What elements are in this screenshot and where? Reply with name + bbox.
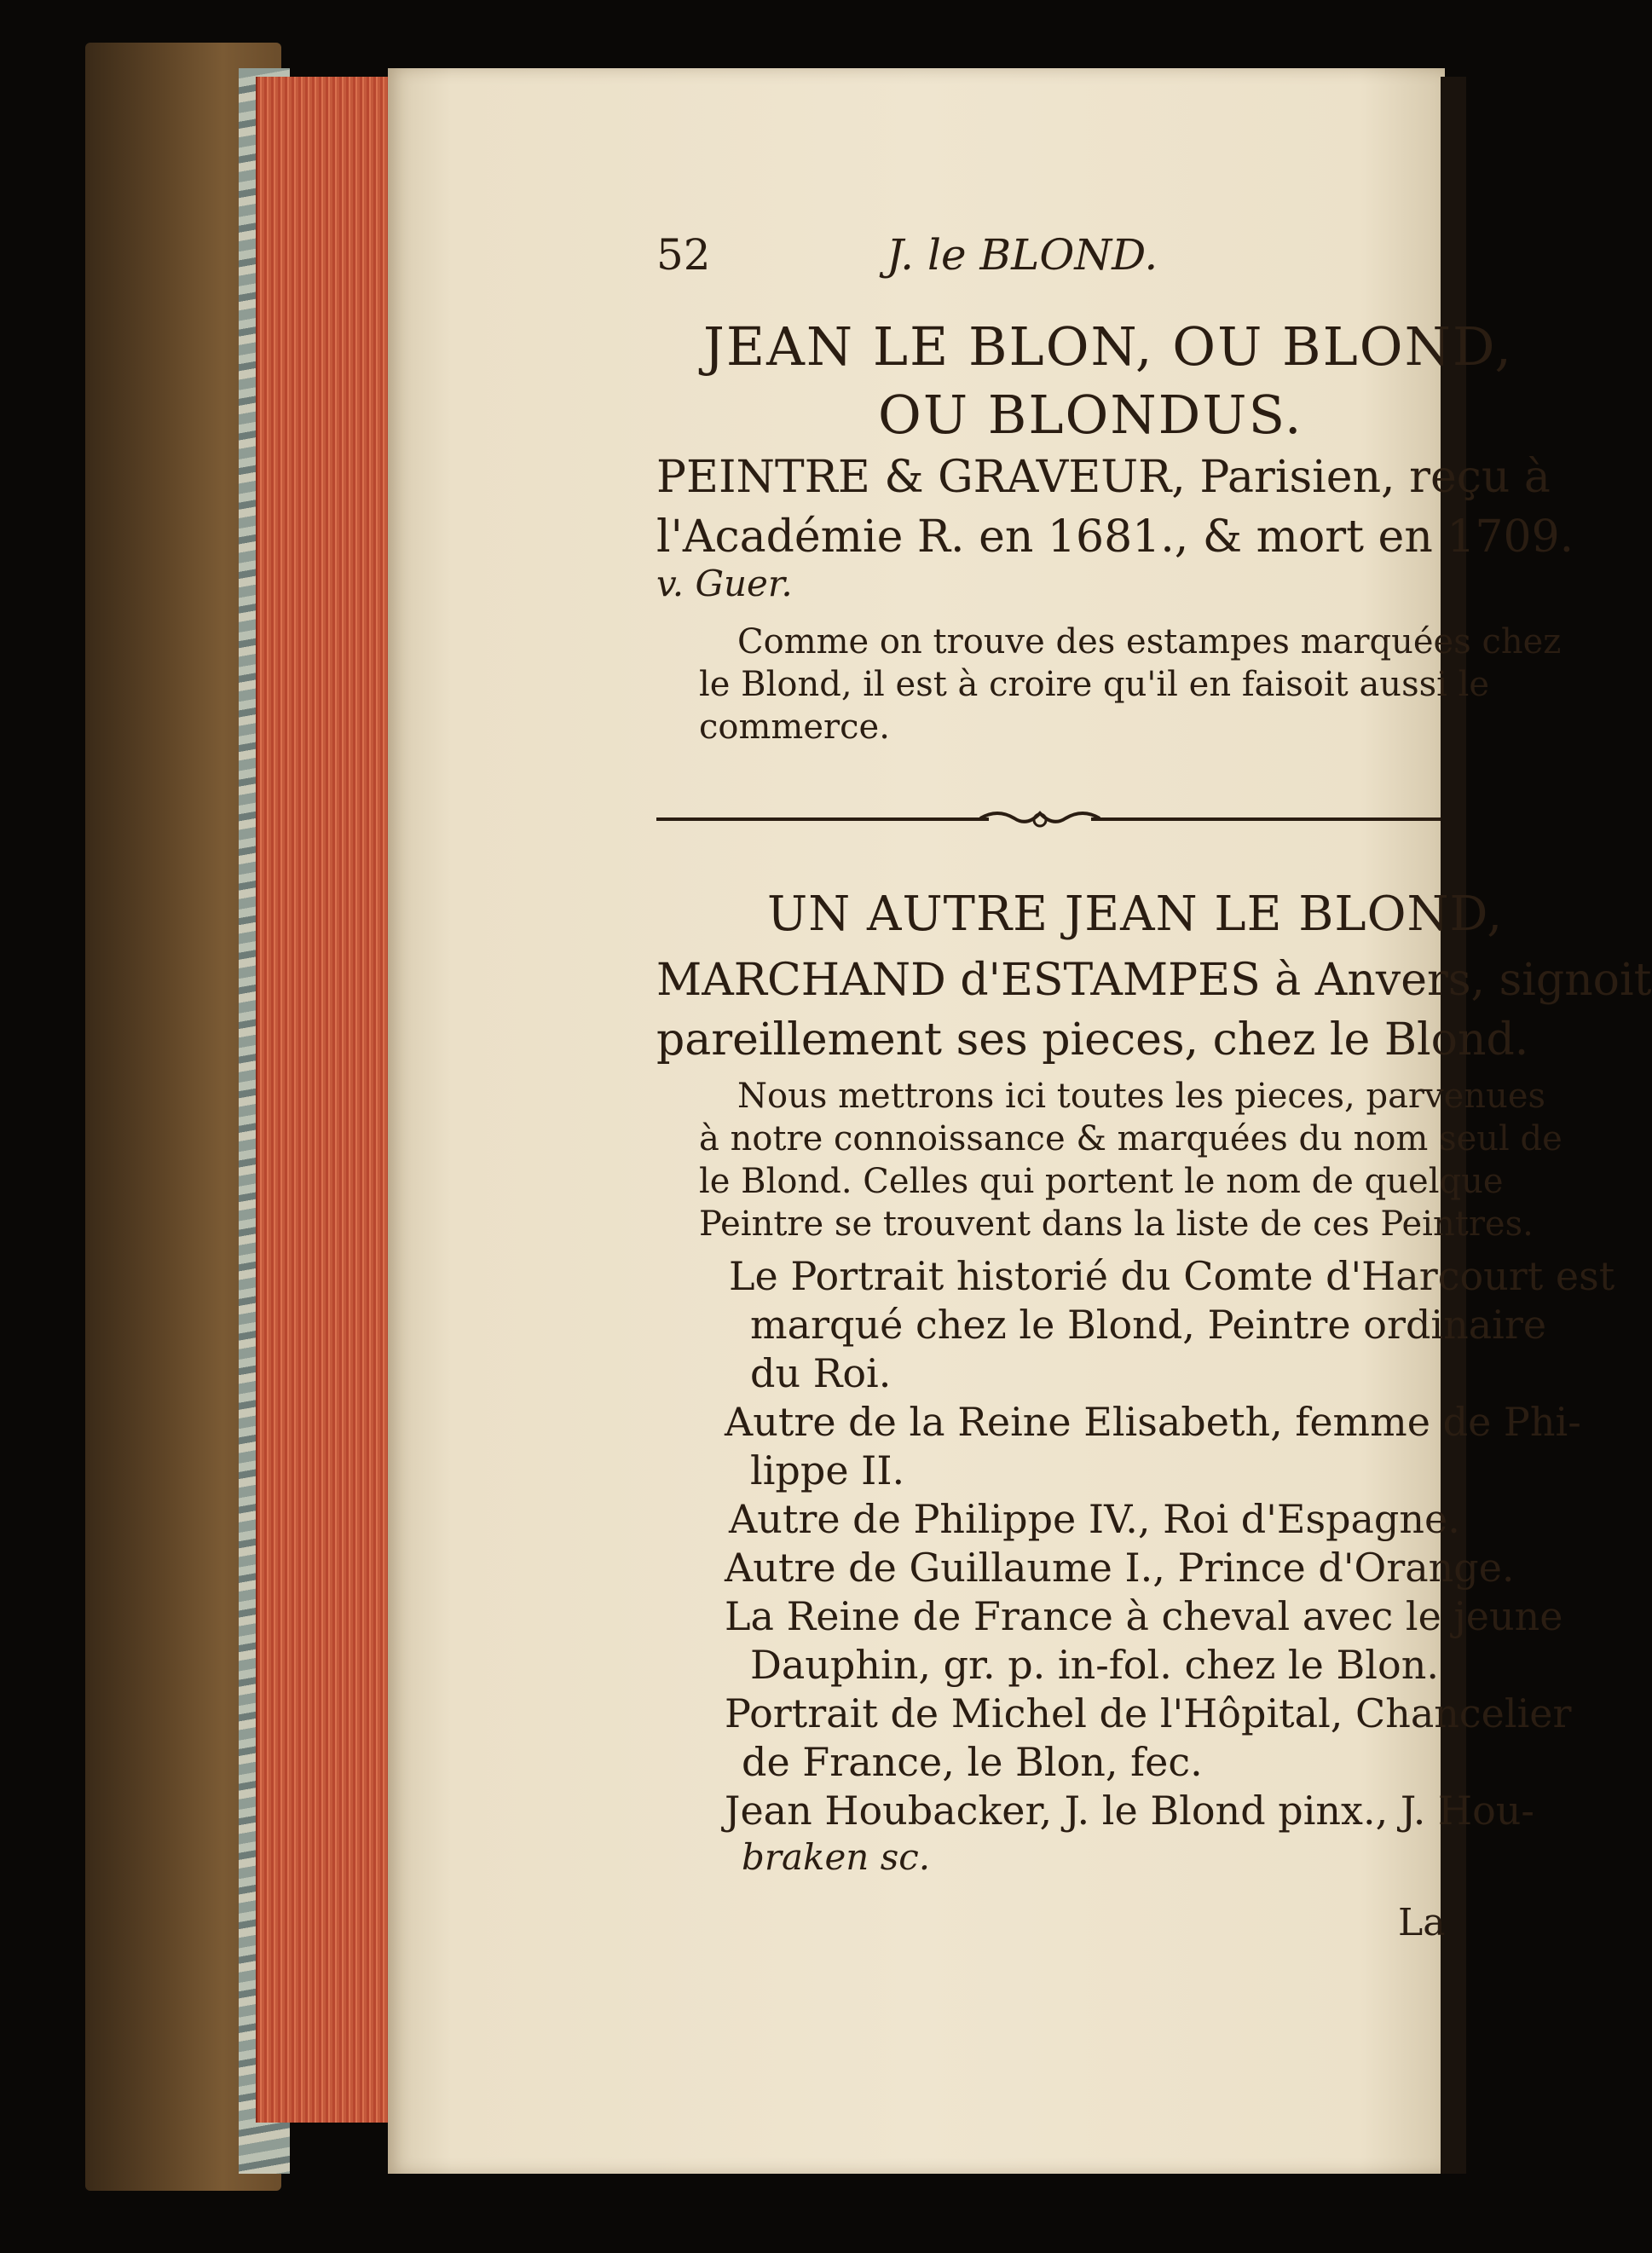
section1-title-line1: JEAN LE BLON, OU BLOND, — [703, 315, 1514, 378]
section2-title: UN AUTRE JEAN LE BLOND, — [767, 887, 1504, 942]
entry-line: La Reine de France à cheval avec le jeune — [725, 1593, 1563, 1639]
entry-line: Jean Houbacker, J. le Blond pinx., J. Hou- — [725, 1788, 1534, 1834]
entry-line: de France, le Blon, fec. — [742, 1739, 1203, 1785]
section1-note-line: commerce. — [699, 708, 890, 747]
ornamental-rule — [656, 801, 1441, 835]
catchword: La — [1398, 1901, 1446, 1944]
entry-line: Portrait de Michel de l'Hôpital, Chancelier — [725, 1690, 1572, 1736]
red-page-edges — [256, 77, 398, 2123]
section1-body-line: PEINTRE & GRAVEUR, Parisien, reçu à — [656, 452, 1551, 503]
section1-body-line: l'Académie R. en 1681., & mort en 1709. — [656, 511, 1574, 563]
entry-line: Autre de Guillaume I., Prince d'Orange. — [725, 1545, 1515, 1591]
fleuron-icon — [980, 801, 1100, 835]
entry-line: Dauphin, gr. p. in-fol. chez le Blon. — [750, 1642, 1439, 1688]
entry-line: braken sc. — [742, 1836, 931, 1878]
section1-body-line: v. Guer. — [656, 563, 793, 604]
section2-note-line: à notre connoissance & marquées du nom seul de — [699, 1119, 1562, 1158]
running-head: J. le BLOND. — [887, 230, 1158, 280]
entry-line: lippe II. — [750, 1447, 905, 1493]
entry-line: Autre de Philippe IV., Roi d'Espagne. — [729, 1496, 1460, 1542]
section1-note-line: Comme on trouve des estampes marquées chez — [737, 622, 1562, 661]
page-number: 52 — [656, 230, 711, 280]
entry-line: Le Portrait historié du Comte d'Harcourt est — [729, 1253, 1615, 1299]
entry-line: marqué chez le Blond, Peintre ordinaire — [750, 1302, 1547, 1348]
section1-note-line: le Blond, il est à croire qu'il en faisoit aussi le — [699, 665, 1490, 704]
section2-note-line: le Blond. Celles qui portent le nom de quelque — [699, 1162, 1504, 1201]
section2-note-line: Nous mettrons ici toutes les pieces, parvenues — [737, 1077, 1546, 1116]
section1-title-line2: OU BLONDUS. — [878, 384, 1303, 446]
entry-line: du Roi. — [750, 1350, 892, 1396]
section2-body-line: MARCHAND d'ESTAMPES à Anvers, signoit — [656, 955, 1652, 1006]
section2-body-line: pareillement ses pieces, chez le Blond. — [656, 1014, 1529, 1066]
section2-note-line: Peintre se trouvent dans la liste de ces Peintres. — [699, 1204, 1534, 1244]
entry-line: Autre de la Reine Elisabeth, femme de Phi- — [725, 1399, 1581, 1445]
